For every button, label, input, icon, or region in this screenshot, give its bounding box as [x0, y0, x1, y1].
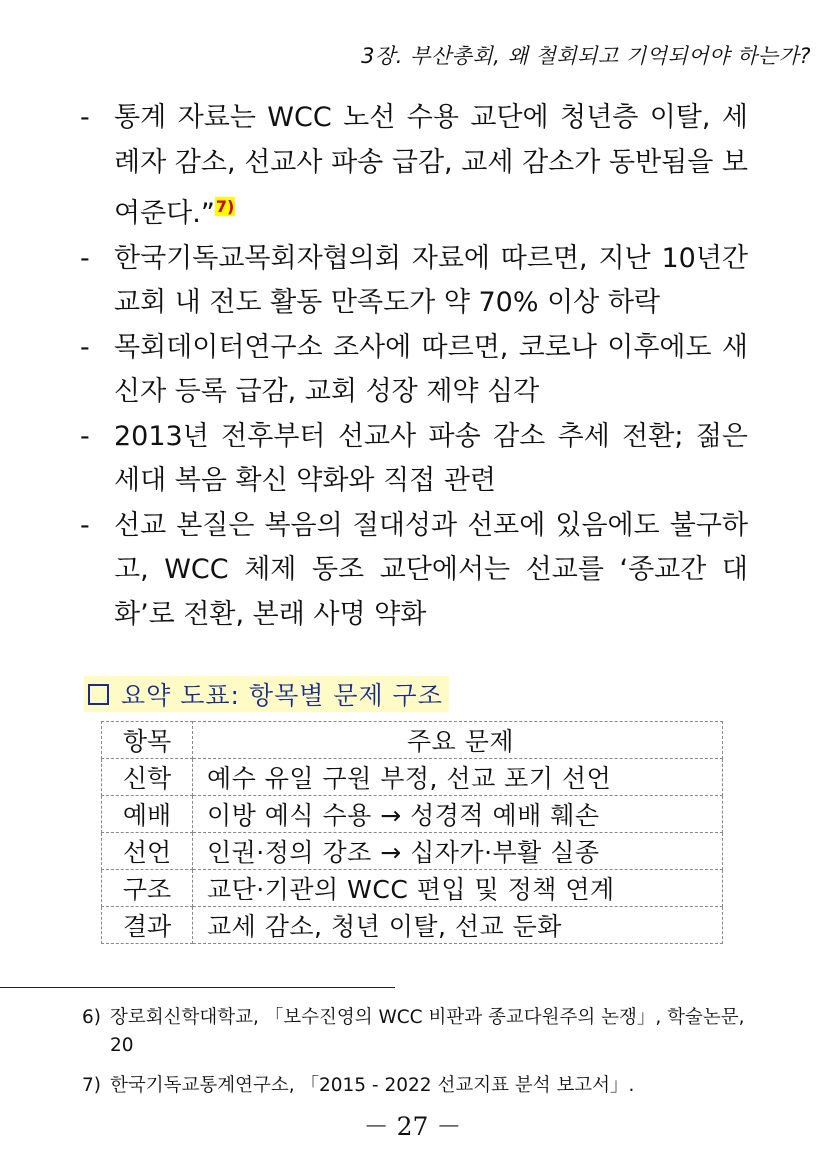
table-row: [102, 907, 723, 944]
bullet-list: [78, 96, 748, 637]
bullet-text: 목회데이터연구소 조사에 따르면, 코로나 이후에도 새신자 등록 급감, 교회 성장 제약 심각: [114, 331, 748, 407]
row-item-cell: 구조: [102, 870, 193, 907]
bullet-dash: -: [80, 331, 90, 363]
table-row: [102, 833, 723, 870]
footnote-6: [82, 1004, 762, 1060]
footnote-divider: [0, 987, 395, 988]
bullet-text: 한국기독교목회자협의회 자료에 따르면, 지난 10년간 교회 내 전도 활동 만족도가 약 70% 이상 하락: [114, 242, 748, 318]
page-number: － 27 －: [363, 1112, 462, 1141]
bullet-item: [78, 415, 748, 504]
bullet-item: [78, 326, 748, 415]
summary-heading-text: 요약 도표: 항목별 문제 구조: [121, 681, 443, 710]
bullet-text: 선교 본질은 복음의 절대성과 선포에 있음에도 불구하고, WCC 체제 동조 교단에서는 선교를 ‘종교간 대화’로 전환, 본래 사명 약화: [114, 509, 748, 630]
row-item-cell: 결과: [102, 907, 193, 944]
bullet-item: [78, 237, 748, 326]
footnotes: [82, 1004, 762, 1100]
footnote-text: 한국기독교통계연구소, 「2015 - 2022 선교지표 분석 보고서」.: [110, 1075, 635, 1096]
row-problem-cell: 예수 유일 구원 부정, 선교 포기 선언: [193, 759, 723, 796]
bullet-item: [78, 96, 748, 237]
footnote-number: 7): [82, 1075, 101, 1096]
row-item-cell: 예배: [102, 796, 193, 833]
row-problem-cell: 인권·정의 강조 → 십자가·부활 실종: [193, 833, 723, 870]
footnote-ref-7[interactable]: 7): [215, 197, 235, 216]
table-row: [102, 870, 723, 907]
row-item-cell: 선언: [102, 833, 193, 870]
row-item-cell: 신학: [102, 759, 193, 796]
row-problem-cell: 교단·기관의 WCC 편입 및 정책 연계: [193, 870, 723, 907]
column-header-problem: 주요 문제: [193, 722, 723, 759]
column-header-item: 항목: [102, 722, 193, 759]
row-problem-cell: 교세 감소, 청년 이탈, 선교 둔화: [193, 907, 723, 944]
footnote-text: 장로회신학대학교, 「보수진영의 WCC 비판과 종교다원주의 논쟁」, 학술논문, 20: [110, 1007, 745, 1056]
table-header-row: [102, 722, 723, 759]
bullet-dash: -: [80, 242, 90, 274]
bullet-dash: -: [80, 102, 90, 133]
summary-table: [101, 721, 723, 944]
footnote-number: 6): [82, 1007, 101, 1028]
bullet-item: [78, 504, 748, 638]
summary-heading: [84, 676, 449, 712]
footnote-7: [82, 1072, 762, 1100]
table-row: [102, 796, 723, 833]
table-row: [102, 759, 723, 796]
bullet-dash: -: [80, 509, 90, 541]
bullet-dash: -: [80, 420, 90, 452]
checkbox-square-icon: [88, 684, 109, 705]
running-header: 3장. 부산총회, 왜 철회되고 기억되어야 하는가?: [361, 44, 811, 68]
row-problem-cell: 이방 예식 수용 → 성경적 예배 훼손: [193, 796, 723, 833]
bullet-text: 2013년 전후부터 선교사 파송 감소 추세 전환; 젊은 세대 복음 확신 약화와 직접 관련: [114, 420, 748, 496]
bullet-text: 통계 자료는 WCC 노선 수용 교단에 청년층 이탈, 세례자 감소, 선교사 파송 급감, 교세 감소가 동반됨을 보여준다.”: [114, 102, 748, 229]
